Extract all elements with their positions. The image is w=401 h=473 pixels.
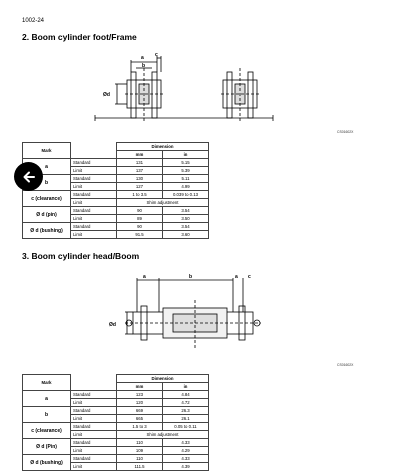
row-kind: Limit bbox=[71, 167, 117, 175]
row-kind: Standard bbox=[71, 159, 117, 167]
table-row bbox=[23, 391, 209, 399]
row-in: 4.33 bbox=[163, 455, 209, 463]
row-mm: 665 bbox=[117, 415, 163, 423]
row-kind: Limit bbox=[71, 447, 117, 455]
row-mark: b bbox=[23, 175, 71, 191]
table-row bbox=[23, 439, 209, 447]
row-kind: Standard bbox=[71, 407, 117, 415]
row-mm: 109 bbox=[117, 447, 163, 455]
table-row bbox=[23, 223, 209, 231]
boom-foot-spec-table bbox=[22, 142, 209, 239]
table-row bbox=[23, 423, 209, 431]
row-mark: a bbox=[23, 159, 71, 175]
table-header-dimension: Dimension bbox=[117, 375, 209, 383]
row-in: 3.54 bbox=[163, 207, 209, 215]
row-kind: Standard bbox=[71, 175, 117, 183]
row-mm: 90 bbox=[117, 207, 163, 215]
row-in: 26.1 bbox=[163, 415, 209, 423]
row-mark: Ø d (pin) bbox=[23, 207, 71, 223]
row-mm: 131 bbox=[117, 159, 163, 167]
row-mark: Ø d (bushing) bbox=[23, 223, 71, 239]
row-mark: c (clearance) bbox=[23, 191, 71, 207]
row-kind: Standard bbox=[71, 439, 117, 447]
row-mm: 1 to 3.5 bbox=[117, 191, 163, 199]
row-mark: Ø d (Pin) bbox=[23, 439, 71, 455]
row-in: 4.29 bbox=[163, 447, 209, 455]
boom-foot-diagram bbox=[95, 50, 275, 128]
row-kind: Limit bbox=[71, 431, 117, 439]
table-header-in: in bbox=[163, 383, 209, 391]
row-in: 3.50 bbox=[163, 215, 209, 223]
row-mm: 130 bbox=[117, 175, 163, 183]
arrow-left-icon bbox=[21, 169, 37, 185]
table-row bbox=[23, 175, 209, 183]
table-header-mark: Mark bbox=[23, 375, 71, 391]
row-mm: 120 bbox=[117, 399, 163, 407]
row-kind: Limit bbox=[71, 415, 117, 423]
page-number: 1002-24 bbox=[22, 18, 45, 24]
row-in: 5.11 bbox=[163, 175, 209, 183]
figure-label-od: Ød bbox=[103, 92, 110, 98]
row-kind: Limit bbox=[71, 215, 117, 223]
row-span: Shim adjustment bbox=[117, 199, 209, 207]
table-row bbox=[23, 455, 209, 463]
table-header-mm: mm bbox=[117, 383, 163, 391]
row-in: 4.33 bbox=[163, 439, 209, 447]
table-header-mm: mm bbox=[117, 151, 163, 159]
row-in: 3.54 bbox=[163, 223, 209, 231]
row-in: 0.05 to 0.11 bbox=[163, 423, 209, 431]
row-mm: 123 bbox=[117, 391, 163, 399]
row-kind: Standard bbox=[71, 191, 117, 199]
row-mm: 90 bbox=[117, 223, 163, 231]
figure-label-c: c bbox=[155, 52, 158, 58]
table-row bbox=[23, 159, 209, 167]
row-in: 4.84 bbox=[163, 391, 209, 399]
row-mm: 127 bbox=[117, 183, 163, 191]
row-kind: Limit bbox=[71, 463, 117, 471]
row-in: 26.3 bbox=[163, 407, 209, 415]
figure-code: CS01602X bbox=[337, 130, 354, 134]
table-row bbox=[23, 407, 209, 415]
figure-label-b: b bbox=[142, 63, 146, 69]
row-kind: Standard bbox=[71, 455, 117, 463]
row-mark: c (clearance) bbox=[23, 423, 71, 439]
row-mm: 137 bbox=[117, 167, 163, 175]
row-in: 4.99 bbox=[163, 183, 209, 191]
figure-label-a: a bbox=[143, 274, 146, 280]
row-mark: b bbox=[23, 407, 71, 423]
figure-label-b: b bbox=[189, 274, 193, 280]
row-kind: Standard bbox=[71, 207, 117, 215]
row-kind: Limit bbox=[71, 183, 117, 191]
row-mm: 91.5 bbox=[117, 231, 163, 239]
row-kind: Limit bbox=[71, 199, 117, 207]
section-title-boom-head: 3. Boom cylinder head/Boom bbox=[22, 251, 140, 261]
table-row bbox=[23, 191, 209, 199]
row-kind: Standard bbox=[71, 423, 117, 431]
row-kind: Limit bbox=[71, 399, 117, 407]
row-kind: Standard bbox=[71, 391, 117, 399]
row-span: Shim adjustment bbox=[117, 431, 209, 439]
row-in: 4.72 bbox=[163, 399, 209, 407]
row-mark: a bbox=[23, 391, 71, 407]
figure-label-a-right: a bbox=[235, 274, 238, 280]
back-button[interactable] bbox=[14, 162, 43, 191]
row-in: 3.60 bbox=[163, 231, 209, 239]
row-kind: Standard bbox=[71, 223, 117, 231]
row-mark: Ø d (bushing) bbox=[23, 455, 71, 471]
table-header-dimension: Dimension bbox=[117, 143, 209, 151]
figure-label-od: Ød bbox=[109, 322, 116, 328]
boom-head-spec-table bbox=[22, 374, 209, 471]
figure-code: CS01602X bbox=[337, 363, 354, 367]
row-mm: 110 bbox=[117, 439, 163, 447]
row-mm: 669 bbox=[117, 407, 163, 415]
row-in: 5.15 bbox=[163, 159, 209, 167]
table-row bbox=[23, 207, 209, 215]
row-kind: Limit bbox=[71, 231, 117, 239]
table-header-in: in bbox=[163, 151, 209, 159]
table-header-mark: Mark bbox=[23, 143, 71, 159]
row-mm: 1.5 to 3 bbox=[117, 423, 163, 431]
section-title-boom-foot: 2. Boom cylinder foot/Frame bbox=[22, 32, 137, 42]
figure-label-a: a bbox=[141, 55, 144, 61]
row-mm: 111.5 bbox=[117, 463, 163, 471]
row-mm: 89 bbox=[117, 215, 163, 223]
boom-head-diagram bbox=[105, 270, 285, 358]
row-in: 4.39 bbox=[163, 463, 209, 471]
row-in: 5.39 bbox=[163, 167, 209, 175]
row-mm: 110 bbox=[117, 455, 163, 463]
figure-label-c: c bbox=[248, 274, 251, 280]
row-in: 0.039 to 0.13 bbox=[163, 191, 209, 199]
